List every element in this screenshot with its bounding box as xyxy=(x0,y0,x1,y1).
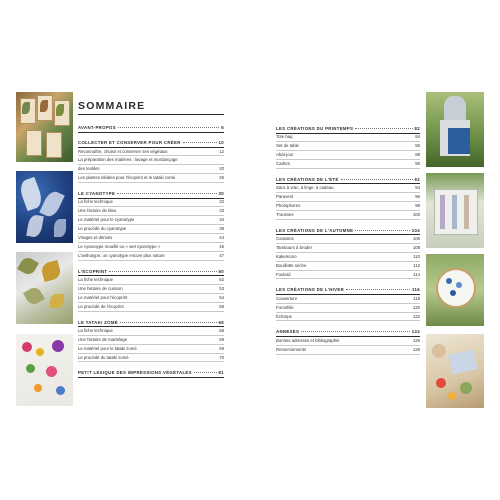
toc-label: Abat-jour xyxy=(276,152,294,158)
toc-label: Set de table xyxy=(276,143,299,149)
toc-label: Trousses xyxy=(276,211,294,217)
toc-label: La fiche technique xyxy=(78,327,113,333)
toc-label: Une histoire de bleu xyxy=(78,208,117,214)
toc-label: Coussins xyxy=(276,236,294,242)
toc-label: Les plantes idéales pour l'écoprint et le tataki zomé xyxy=(78,175,176,181)
toc-entry-echarpe[interactable] xyxy=(276,313,420,322)
toc-page-number: 106 xyxy=(412,236,420,242)
toc-page-number: 128 xyxy=(412,346,420,352)
toc-page-number: 118 xyxy=(413,295,420,301)
toc-label: COLLECTER ET CONSERVER POUR CRÉER xyxy=(78,140,181,146)
toc-page-number: 96 xyxy=(415,194,420,200)
toc-leader xyxy=(355,230,409,231)
toc-page-number: 58 xyxy=(219,303,224,309)
photo-autumn-tambour xyxy=(426,254,484,326)
toc-spacer xyxy=(78,183,224,191)
toc-entry-la-fiche-technique[interactable] xyxy=(78,327,224,336)
toc-label: Écharpe xyxy=(276,313,293,319)
toc-page-number: 46 xyxy=(219,243,224,249)
toc-page-number: 53 xyxy=(219,285,224,291)
toc-label: Reconnaître, choisir et conserver ses végétaux xyxy=(78,148,168,154)
toc-label: La préparation des matières : lavage et mordançage xyxy=(78,157,178,163)
toc-section-avant-propos[interactable] xyxy=(78,125,224,130)
toc-label: Tote bag xyxy=(276,134,293,140)
toc-label: LE CYANOTYPE xyxy=(78,191,116,197)
toc-entry-set-de-table[interactable] xyxy=(276,142,420,151)
toc-label: LES CRÉATIONS DE L'HIVER xyxy=(276,287,345,293)
toc-page-number: 114 xyxy=(413,271,420,277)
toc-label: Paravent xyxy=(276,194,294,200)
toc-leader xyxy=(194,372,217,373)
toc-page-number: 32 xyxy=(219,199,224,205)
toc-entry-virages-et-derives[interactable] xyxy=(78,234,224,243)
toc-spacer xyxy=(276,169,420,177)
toc-entry-tambours-a-broder[interactable] xyxy=(276,244,420,253)
toc-page-number: 81 xyxy=(218,370,224,376)
toc-entry-le-procede-de-l-ecoprint[interactable] xyxy=(78,303,224,312)
toc-page-number: 122 xyxy=(412,313,420,319)
toc-page-number: 47 xyxy=(219,252,224,258)
toc-label: LES CRÉATIONS DE L'ÉTÉ xyxy=(276,176,339,182)
toc-section-annexes[interactable] xyxy=(276,329,420,334)
toc-label: Le matériel pour l'écoprint xyxy=(78,294,128,300)
toc-entry-la-fiche-technique[interactable] xyxy=(78,198,224,207)
toc-label: Le matériel pour le tataki zomé xyxy=(78,345,137,351)
toc-label: Sacs à vrac, à linge, à cadeau xyxy=(276,185,334,191)
toc-page-number: 82 xyxy=(414,126,420,131)
photo-winter-materials xyxy=(426,334,484,408)
photo-ecoprint xyxy=(16,252,73,324)
photo-collected-leaves xyxy=(16,92,73,162)
toc-page-number: 108 xyxy=(412,244,420,250)
toc-entry-les-plantes-ideales-pour-l-ecoprint-et-le-tataki-zome[interactable] xyxy=(78,174,224,183)
photo-spring-tote-bag xyxy=(426,92,484,167)
toc-section-l-ecoprint[interactable] xyxy=(78,269,224,274)
toc-entry-sacs-a-vrac-a-linge-a-cadeau[interactable] xyxy=(276,184,420,193)
toc-entry-une-histoire-de-martelage[interactable] xyxy=(78,336,224,345)
toc-label: LES CRÉATIONS DE L'AUTOMNE xyxy=(276,227,354,233)
toc-entry-abat-jour[interactable] xyxy=(276,151,420,160)
toc-label: L'anthotype, un cyanotype encore plus nature xyxy=(78,252,165,258)
toc-label: Tambours à broder xyxy=(276,244,313,250)
toc-entry-la-fiche-technique[interactable] xyxy=(78,276,224,285)
toc-spacer xyxy=(276,321,420,329)
toc-label: des textiles xyxy=(78,166,100,172)
title-rule xyxy=(78,114,224,115)
toc-entry-une-histoire-de-cuisson[interactable] xyxy=(78,285,224,294)
toc-page-number: 92 xyxy=(414,176,420,182)
toc-page-number: 50 xyxy=(218,268,224,274)
toc-entry-kakemono[interactable] xyxy=(276,253,420,262)
toc-page-number: 88 xyxy=(415,152,420,158)
toc-page-number: 84 xyxy=(415,134,420,140)
toc-entry-le-cyanotype-mouille-ou-wet-cyanotype[interactable] xyxy=(78,243,224,252)
photo-cyanotype xyxy=(16,171,73,243)
toc-page-number: 30 xyxy=(218,191,224,197)
toc-spacer xyxy=(78,261,224,269)
toc-page-number: 100 xyxy=(412,211,420,217)
toc-entry-foulard[interactable] xyxy=(276,271,420,280)
toc-spacer xyxy=(78,132,224,140)
section-rule xyxy=(78,377,224,378)
toc-page-number: 120 xyxy=(412,304,420,310)
toc-label: Le procédé du tataki zomé xyxy=(78,354,129,360)
toc-section-collecter-et-conserver-pour-creer[interactable] xyxy=(78,140,224,145)
toc-entry-reconnaitre-choisir-et-conserver-ses-vegetaux[interactable] xyxy=(78,148,224,157)
toc-page-number: 68 xyxy=(219,327,224,333)
toc-page-number: 66 xyxy=(218,319,224,325)
toc-spacer xyxy=(78,362,224,370)
toc-entry-paravent[interactable] xyxy=(276,193,420,202)
toc-page-number: 112 xyxy=(413,262,420,268)
toc-entry-l-anthotype-un-cyanotype-encore-plus-nature[interactable] xyxy=(78,252,224,261)
toc-section-le-tataki-zome[interactable] xyxy=(78,320,224,325)
toc-page-number: 124 xyxy=(411,329,420,335)
toc-label: Couverture xyxy=(276,295,298,301)
photo-tataki-zome xyxy=(16,334,73,406)
toc-entry-tote-bag[interactable] xyxy=(276,133,420,142)
toc-page-number: 98 xyxy=(415,202,420,208)
toc-page-number: 38 xyxy=(219,226,224,232)
toc-page-number: 44 xyxy=(219,235,224,241)
toc-entry-la-preparation-des-matieres-lavage-et-mordancage[interactable] xyxy=(78,156,224,165)
toc-section-le-cyanotype[interactable] xyxy=(78,191,224,196)
toc-leader xyxy=(183,142,217,143)
toc-leader xyxy=(355,128,412,129)
toc-entry-bonnes-adresses-et-bibliographie[interactable] xyxy=(276,337,420,346)
toc-entry-le-materiel-pour-le-cyanotype[interactable] xyxy=(78,216,224,225)
toc-entry-remerciements[interactable] xyxy=(276,346,420,355)
toc-label: Le matériel pour le cyanotype xyxy=(78,217,135,223)
toc-left-column xyxy=(78,125,224,378)
toc-label: Photophores xyxy=(276,202,301,208)
toc-entry-couverture[interactable] xyxy=(276,295,420,304)
toc-label: Bouillotte sèche xyxy=(276,262,307,268)
toc-leader xyxy=(117,193,216,194)
photo-summer-paravent xyxy=(426,173,484,248)
toc-label: Cadres xyxy=(276,160,290,166)
toc-page-number: 104 xyxy=(411,227,420,233)
toc-spacer xyxy=(276,279,420,287)
toc-entry-cadres[interactable] xyxy=(276,160,420,169)
toc-label: LES CRÉATIONS DU PRINTEMPS xyxy=(276,126,354,131)
toc-page-number: 70 xyxy=(219,354,224,360)
toc-page-number: 12 xyxy=(219,148,224,154)
toc-leader xyxy=(341,179,413,180)
toc-leader xyxy=(120,322,217,323)
toc-section-les-creations-du-printemps[interactable] xyxy=(276,126,420,131)
toc-section-les-creations-de-l-ete[interactable] xyxy=(276,177,420,182)
toc-entry-trousses[interactable] xyxy=(276,211,420,220)
toc-page-number: 69 xyxy=(219,345,224,351)
toc-page-number: 86 xyxy=(415,143,420,149)
toc-page-number: 33 xyxy=(219,208,224,214)
toc-label: Le procédé du cyanotype xyxy=(78,226,127,232)
toc-page-number: 34 xyxy=(219,217,224,223)
toc-label: Foulard xyxy=(276,271,291,277)
toc-leader xyxy=(301,331,410,332)
toc-entry-coussins[interactable] xyxy=(276,235,420,244)
toc-label: Le procédé de l'écoprint xyxy=(78,303,124,309)
toc-label: PETIT LEXIQUE DES IMPRESSIONS VÉGÉTALES xyxy=(78,370,192,376)
toc-label: Le cyanotype mouillé ou « wet cyanotype » xyxy=(78,243,161,249)
toc-page-number: 5 xyxy=(221,125,224,130)
toc-label: Kakemono xyxy=(276,253,297,259)
toc-label: ANNEXES xyxy=(276,329,300,335)
toc-label: L'ÉCOPRINT xyxy=(78,268,108,274)
toc-page-number: 10 xyxy=(218,140,224,146)
toc-page-number: 26 xyxy=(219,175,224,181)
toc-page-number: 110 xyxy=(413,253,420,259)
toc-section-petit-lexique-des-impressions-vegetales[interactable] xyxy=(78,370,224,375)
toc-page-number: 90 xyxy=(415,160,420,166)
toc-entry-le-procede-du-cyanotype[interactable] xyxy=(78,225,224,234)
toc-page-number: 94 xyxy=(415,185,420,191)
page-title: SOMMAIRE xyxy=(78,100,146,112)
toc-label: La fiche technique xyxy=(78,276,113,282)
toc-label: LE TATAKI ZOMÉ xyxy=(78,319,118,325)
toc-label: Virages et dérivés xyxy=(78,235,113,241)
toc-label: Une histoire de martelage xyxy=(78,336,128,342)
toc-entry-une-histoire-de-bleu[interactable] xyxy=(78,207,224,216)
toc-page-number: 116 xyxy=(412,287,420,293)
toc-entry-furoshiki[interactable] xyxy=(276,304,420,313)
toc-leader xyxy=(109,271,216,272)
toc-label: Furoshiki xyxy=(276,304,294,310)
toc-leader xyxy=(118,127,219,128)
toc-right-column xyxy=(276,126,420,355)
toc-entry-le-materiel-pour-l-ecoprint[interactable] xyxy=(78,294,224,303)
toc-page-number: 20 xyxy=(219,166,224,172)
toc-label: Remerciements xyxy=(276,346,307,352)
toc-entry-bouillotte-seche[interactable] xyxy=(276,262,420,271)
toc-entry-le-procede-du-tataki-zome[interactable] xyxy=(78,354,224,363)
toc-label: AVANT-PROPOS xyxy=(78,125,116,130)
toc-spacer xyxy=(276,220,420,228)
toc-label: Bonnes adresses et bibliographie xyxy=(276,337,340,343)
toc-entry-photophores[interactable] xyxy=(276,202,420,211)
toc-page-number: 126 xyxy=(412,337,420,343)
toc-entry-des-textiles[interactable] xyxy=(78,165,224,174)
toc-page-number: 54 xyxy=(219,294,224,300)
toc-spacer xyxy=(78,312,224,320)
toc-section-les-creations-de-l-automne[interactable] xyxy=(276,228,420,233)
toc-leader xyxy=(346,289,410,290)
toc-page-number: 52 xyxy=(219,276,224,282)
toc-section-les-creations-de-l-hiver[interactable] xyxy=(276,287,420,292)
toc-label: Une histoire de cuisson xyxy=(78,285,123,291)
toc-page-number: 69 xyxy=(219,336,224,342)
toc-label: La fiche technique xyxy=(78,199,113,205)
toc-entry-le-materiel-pour-le-tataki-zome[interactable] xyxy=(78,345,224,354)
